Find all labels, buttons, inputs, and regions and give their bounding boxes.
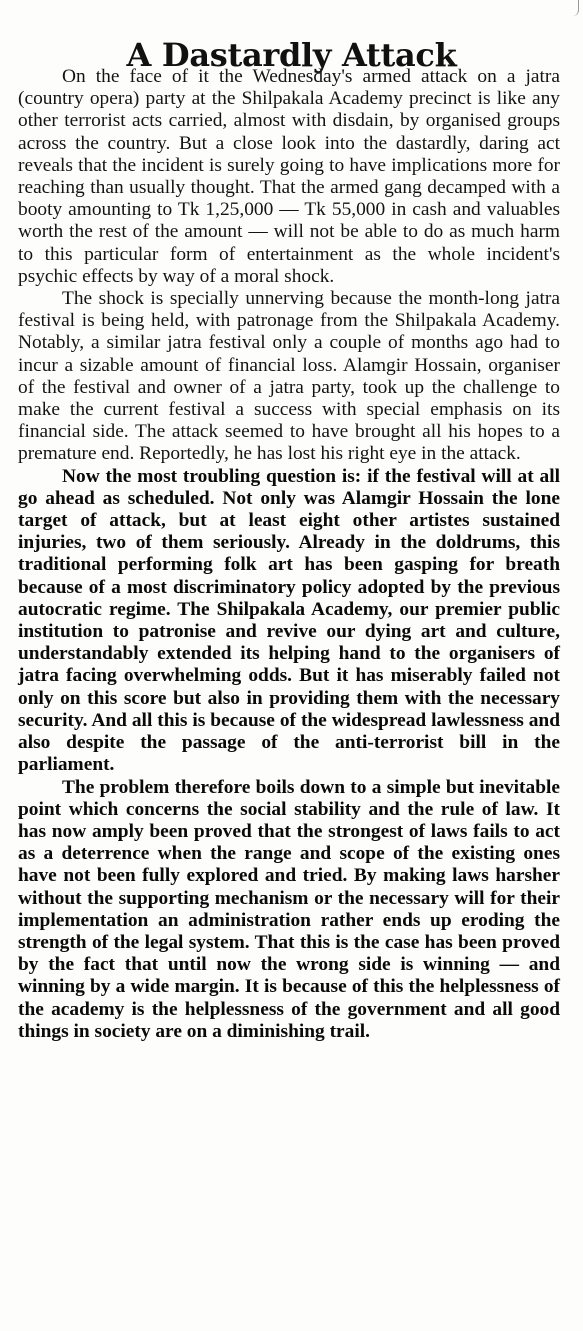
article-paragraph-1: On the face of it the Wednesday's armed attack on a jatra (country opera) party at the Shilpakala Academy precinct is like any other terrorist acts carried, almost with disdain, by organised groups across the country. But a close look into the dastardly, daring act reveals that the incident is surely going to have implications more for reaching than usually thought. That the armed gang decamped with a booty amounting to Tk 1,25,000 — Tk 55,000 in cash and valuables worth the rest of the amount — will not be able to do as much harm to this particular form of entertainment as the whole incident's psychic effects by way of a moral shock. [18,66,560,287]
article-paragraph-3: Now the most troubling question is: if the festival will at all go ahead as scheduled. Not only was Alamgir Hossain the lone target of attack, but at least eight other artistes sustained injuries, two of them seriously. Already in the doldrums, this traditional performing folk art has been gasping for breath because of a most discriminatory policy adopted by the previous autocratic regime. The Shilpakala Academy, our premier public institution to patronise and revive our dying art and culture, understandably extended its helping hand to the organisers of jatra facing overwhelming odds. But it has miserably failed not only on this score but also in providing them with the necessary security. And all this is because of the widespread lawlessness and also despite the passage of the anti-terrorist bill in the parliament. [18,465,560,776]
article-headline: A Dastardly Attack [126,36,457,75]
article-paragraph-4: The problem therefore boils down to a simple but inevitable point which concerns the social stability and the rule of law. It has now amply been proved that the strongest of laws fails to act as a deterrence when the range and scope of the existing ones have not been fully explored and tried. By making laws harsher without the supporting mechanism or the necessary will for their implementation an administration rather ends up eroding the strength of the legal system. That this is the case has been proved by the fact that until now the wrong side is winning — and winning by a wide margin. It is because of this the helplessness of the academy is the helplessness of the government and all good things in society are on a diminishing trail. [18,776,560,1042]
scan-edge-mark [570,0,579,16]
article-body [18,66,560,1043]
article-paragraph-2: The shock is specially unnerving because the month-long jatra festival is being held, with patronage from the Shilpakala Academy. Notably, a similar jatra festival only a couple of months ago had to incur a sizable amount of financial loss. Alamgir Hossain, organiser of the festival and owner of a jatra party, took up the challenge to make the current festival a success with special emphasis on its financial side. The attack seemed to have brought all his hopes to a premature end. Reportedly, he has lost his right eye in the attack. [18,288,560,465]
